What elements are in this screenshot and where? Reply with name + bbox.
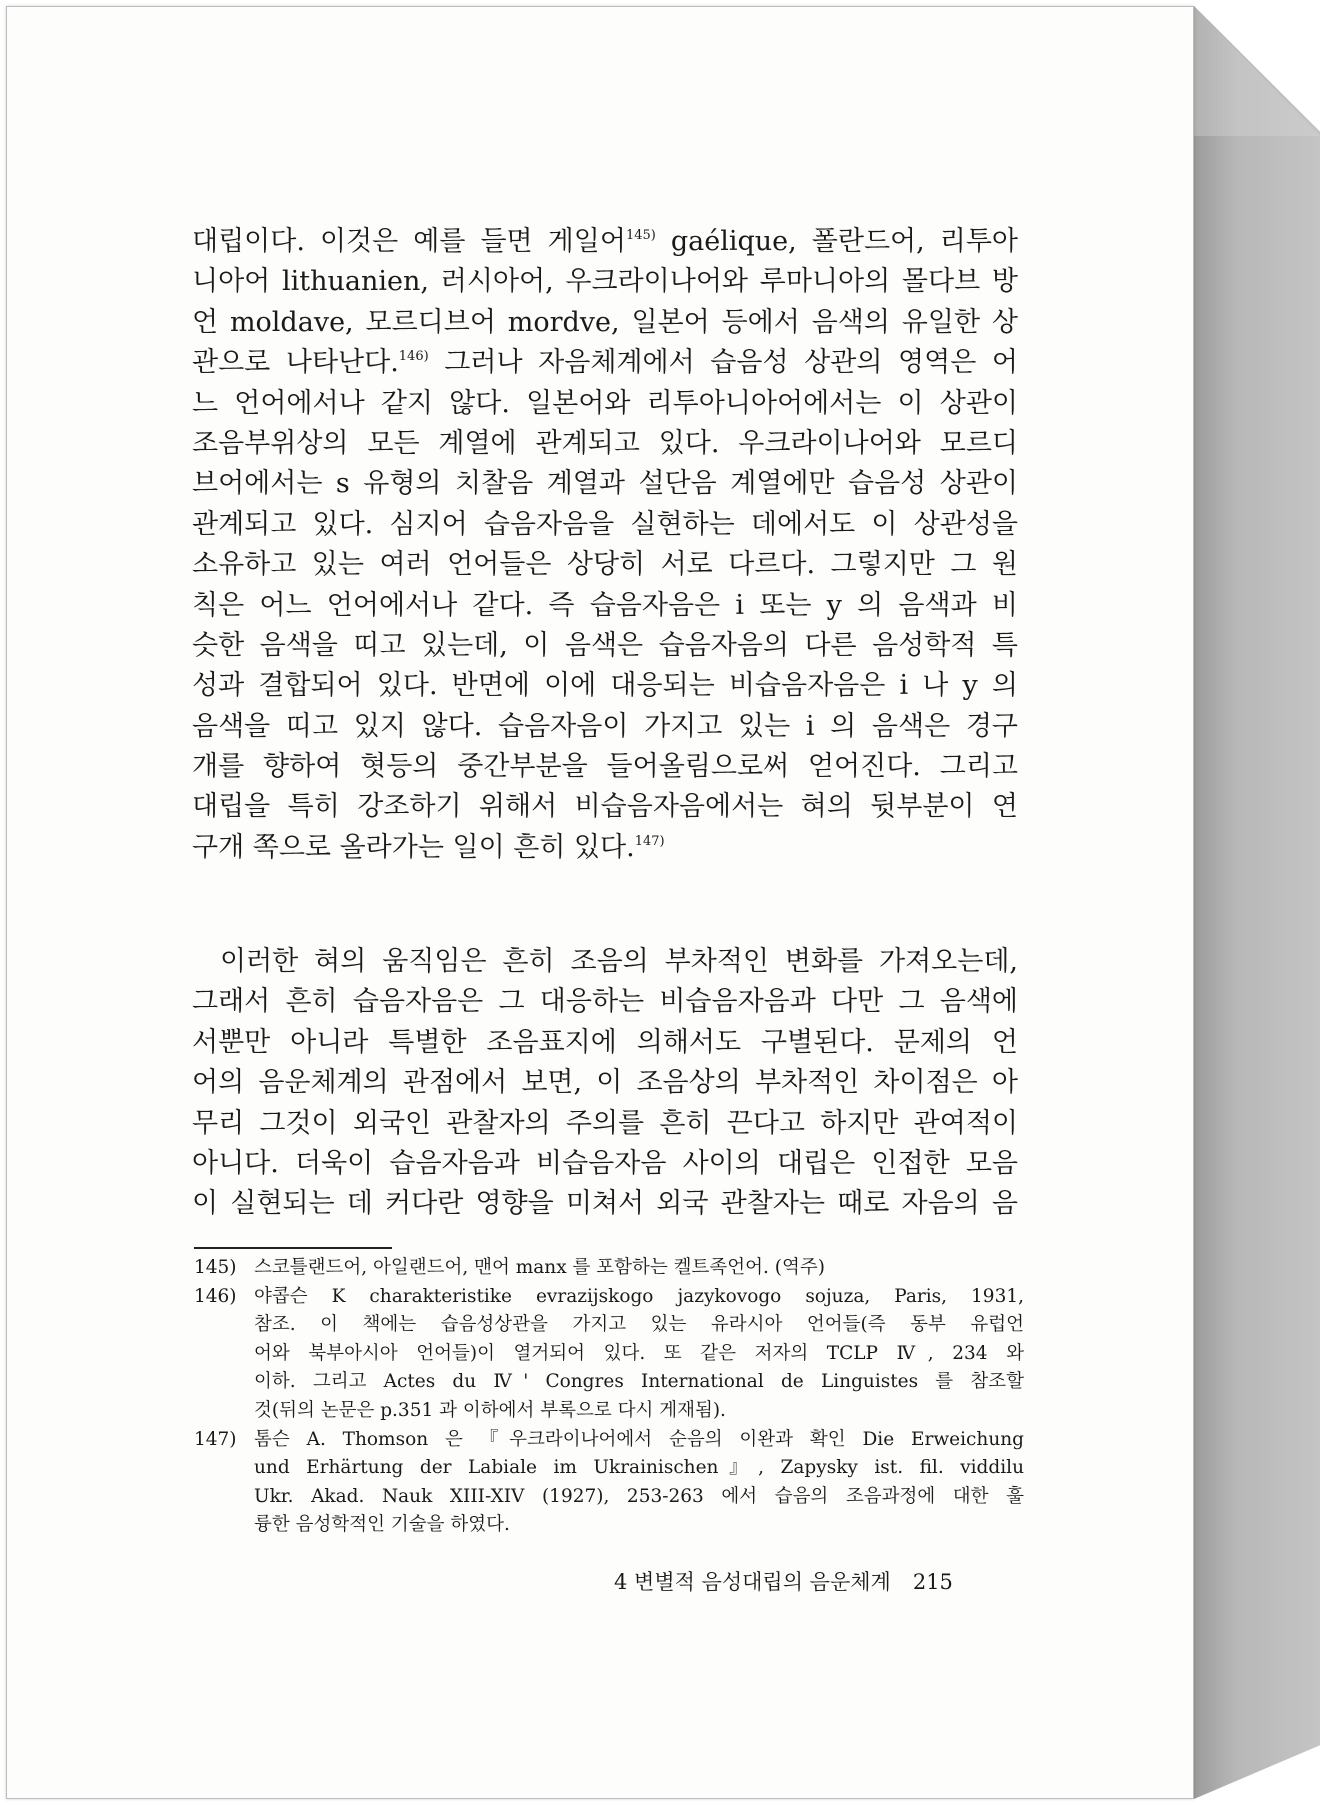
footnote-line: 참조. 이 책에는 습음성상관을 가지고 있는 유라시아 언어들(즉 동부 유럽언 [254,1314,1024,1336]
text-line: 관으로 나타난다.$^{146)}$ 그러나 자음체계에서 습음성 상관의 영역은 어 [192,347,1018,379]
footnote-line: 야콥슨 K charakteristike evrazijskogo jazykovogo sojuza, Paris, 1931, [254,1285,1024,1307]
footnote-ref-147[interactable]: 147) [634,833,665,849]
text-line: 이 실현되는 데 커다란 영향을 미쳐서 외국 관찰자는 때로 자음의 음 [192,1188,1018,1220]
footnote-line: und Erhärtung der Labiale im Ukrainischen』, Zapysky ist. fil. viddilu [254,1457,1024,1479]
text-line: 관계되고 있다. 심지어 습음자음을 실현하는 데에서도 이 상관성을 [192,508,1018,540]
paragraph-1 [192,222,1018,868]
footnote-ref-146[interactable]: 146) [398,349,429,365]
book-page-edge [1194,6,1320,1799]
footnote-147 [194,1426,1024,1540]
footnote-ref-145[interactable]: 145) [625,228,656,243]
text-line: 이러한 혀의 움직임은 흔히 조음의 부차적인 변화를 가져오는데, [220,946,1018,977]
text-line: 음색을 띠고 있지 않다. 습음자음이 가지고 있는 i 의 음색은 경구 [192,710,1018,742]
text-line: 대립을 특히 강조하기 위해서 비습음자음에서는 혀의 뒷부분이 연 [192,791,1018,823]
text-line: 소유하고 있는 여러 언어들은 상당히 서로 다르다. 그렇지만 그 원 [192,549,1018,581]
footnote-line: 륭한 음성학적인 기술을 하였다. [254,1514,510,1536]
footnote-line: 어와 북부아시아 언어들)이 열거되어 있다. 또 같은 저자의 TCLP Ⅳ, 234 와 [254,1342,1024,1364]
text-line: 그래서 흔히 습음자음은 그 대응하는 비습음자음과 다만 그 음색에 [192,986,1018,1018]
footnote-number: 145) [194,1257,237,1278]
text-line: 아니다. 더욱이 습음자음과 비습음자음 사이의 대립은 인접한 모음 [192,1147,1018,1179]
running-footer [614,1566,1014,1596]
chapter-title: 4 변별적 음성대립의 음운체계 [614,1570,891,1594]
footnote-line: 톰슨 A. Thomson 은 『우크라이나어에서 순음의 이완과 확인 Die Erweichung [254,1428,1024,1450]
text-line: 브어에서는 s 유형의 치찰음 계열과 설단음 계열에만 습음성 상관이 [192,468,1018,500]
text-line: 서뿐만 아니라 특별한 조음표지에 의해서도 구별된다. 문제의 언 [192,1026,1018,1058]
text-line: 무리 그것이 외국인 관찰자의 주의를 흔히 끈다고 하지만 관여적이 [192,1107,1018,1139]
text-line: 언 moldave, 모르디브어 mordve, 일본어 등에서 음색의 유일한 상 [192,306,1018,338]
text-line: 슷한 음색을 띠고 있는데, 이 음색은 습음자음의 다른 음성학적 특 [192,629,1018,661]
footnote-rule [194,1247,392,1249]
footnotes [194,1254,1024,1540]
page-number: 215 [912,1570,953,1594]
footnote-number: 147) [194,1428,237,1450]
footnote-146 [194,1283,1024,1426]
footnote-line: 것(뒤의 논문은 p.351 과 이하에서 부록으로 다시 게재됨). [254,1399,726,1421]
text-line: 대립이다. 이것은 예를 들면 게일어$^{145)}$ gaélique, 폴란드어, 리투아 [192,226,1018,257]
text-line: 칙은 어느 언어에서나 같다. 즉 습음자음은 i 또는 y 의 음색과 비 [192,589,1018,621]
text-line: 구개 쪽으로 올라가는 일이 흔히 있다.$^{147)}$ [192,831,665,863]
footnote-line: Ukr. Akad. Nauk XIII-XIV (1927), 253-263 에서 습음의 조음과정에 대한 훌 [254,1485,1024,1507]
text-line: 느 언어에서나 같지 않다. 일본어와 리투아니아어에서는 이 상관이 [192,387,1018,419]
paragraph-2 [192,942,1018,1225]
text-line: 니아어 lithuanien, 러시아어, 우크라이나어와 루마니아의 몰다브 방 [192,266,1018,298]
footnote-line: 이하. 그리고 Actes du Ⅳ' Congres International de Linguistes 를 참조할 [254,1371,1024,1393]
footnote-145 [194,1254,1024,1283]
footnote-line: 스코틀랜드어, 아일랜드어, 맨어 manx 를 포함하는 켈트족언어. (역주) [254,1257,825,1278]
text-line: 조음부위상의 모든 계열에 관계되고 있다. 우크라이나어와 모르디 [192,427,1018,459]
text-line: 성과 결합되어 있다. 반면에 이에 대응되는 비습음자음은 i 나 y 의 [192,670,1018,702]
text-line: 개를 향하여 혓등의 중간부분을 들어올림으로써 얻어진다. 그리고 [192,751,1018,783]
footnote-number: 146) [194,1285,237,1307]
text-line: 어의 음운체계의 관점에서 보면, 이 조음상의 부차적인 차이점은 아 [192,1067,1018,1099]
